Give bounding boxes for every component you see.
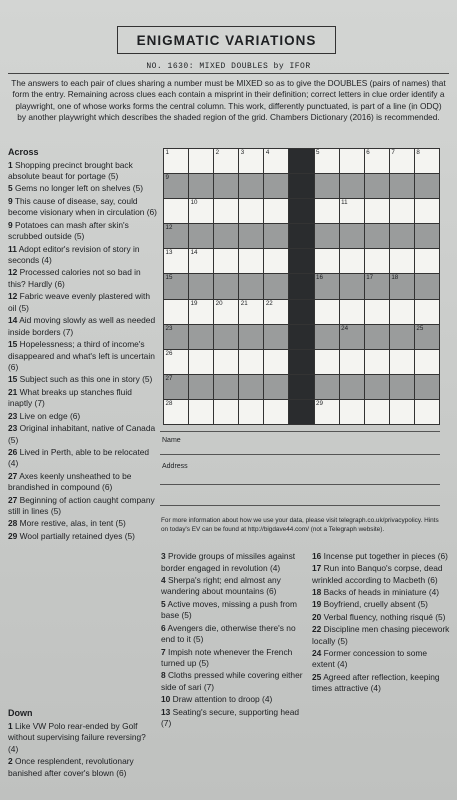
clue-number: 27 [8,494,18,505]
grid-block [289,249,313,273]
clue-item [8,291,158,314]
grid-cell[interactable] [164,300,188,324]
clue-item [161,551,309,574]
clue-text: Backs of heads in miniature (4) [321,587,440,598]
grid-cell[interactable] [214,274,238,298]
clue-number: 15 [8,374,18,385]
cell-number: 21 [240,299,248,307]
clue-item [8,518,158,530]
clue-item [8,411,158,423]
grid-cell[interactable] [390,174,414,198]
cell-number: 12 [165,224,173,232]
grid-cell[interactable] [214,249,238,273]
grid-cell[interactable] [214,375,238,399]
clue-text: Active moves, missing a push from base (5) [161,598,297,621]
clue-text: What breaks up stanches fluid inaptly (7) [8,386,132,409]
grid-cell[interactable] [315,325,339,349]
clue-text: Run into Banquo's corpse, dead wrinkled according to Macbeth (6) [312,563,443,585]
clue-number: 5 [8,183,13,194]
grid-cell[interactable] [164,174,188,198]
grid-cell[interactable] [315,249,339,273]
grid-cell[interactable] [390,375,414,399]
clue-number: 1 [8,159,13,170]
grid-cell[interactable] [390,400,414,424]
grid-cell[interactable] [340,274,364,298]
grid-block [289,199,313,223]
clue-number: 23 [8,410,18,421]
grid-cell[interactable] [390,274,414,298]
cell-number: 27 [165,374,173,382]
grid-cell[interactable] [390,224,414,248]
grid-cell[interactable] [415,375,439,399]
clue-item [312,563,452,586]
form-line [160,431,440,432]
grid-cell[interactable] [264,149,288,173]
grid-cell[interactable] [189,249,213,273]
clue-item [8,220,158,243]
clue-text: Boyfriend, cruelly absent (5) [321,599,428,610]
cell-number: 4 [265,149,270,156]
cell-number: 29 [316,399,323,407]
clue-item [8,244,158,267]
grid-cell[interactable] [214,300,238,324]
cell-number: 14 [190,249,198,257]
grid-cell[interactable] [264,325,288,349]
grid-cell[interactable] [164,149,188,173]
clue-number: 21 [8,386,18,397]
data-notice: For more information about how we use your data, please visit telegraph.co.uk/privacypolicy. Hints on today's EV can be found at http://bigdave44.com/ (not a Telegraph website). [161,517,439,533]
cell-number: 1 [165,149,169,156]
cell-number: 22 [265,299,273,307]
grid-cell[interactable] [164,400,188,424]
grid-cell[interactable] [164,350,188,374]
grid-cell[interactable] [214,149,238,173]
clue-number: 11 [8,243,17,254]
down-clues-col2 [161,551,309,730]
grid-cell[interactable] [390,249,414,273]
grid-cell[interactable] [415,274,439,298]
down-clues [8,708,158,780]
grid-cell[interactable] [239,375,263,399]
cell-number: 7 [391,149,395,156]
grid-cell[interactable] [214,350,238,374]
clue-number: 25 [312,671,322,682]
clue-text: Seating's secure, supporting head (7) [161,706,300,729]
clue-item [161,623,309,646]
clue-item [312,648,452,671]
grid-cell[interactable] [315,174,339,198]
name-label: Name [162,437,181,444]
clue-item [161,647,309,670]
grid-cell[interactable] [390,300,414,324]
address-label: Address [162,463,188,470]
clue-number: 13 [161,706,171,717]
clue-text: Aid moving slowly as well as needed inside borders (7) [8,315,156,337]
clue-item [8,471,158,494]
clue-number: 1 [8,720,13,731]
grid-cell[interactable] [365,325,389,349]
address-field-line-2[interactable] [160,505,440,506]
clue-item [312,624,452,647]
clue-item [8,315,158,338]
cell-number: 3 [240,149,245,156]
clue-text: Once resplendent, revolutionary banished after cover's blown (6) [8,756,134,778]
clue-item [8,267,158,290]
clue-text: Draw attention to droop (4) [170,694,273,705]
clue-item [161,599,309,622]
grid-cell[interactable] [239,174,263,198]
clue-number: 4 [161,574,166,585]
cell-number: 2 [215,149,220,156]
grid-cell[interactable] [315,350,339,374]
clue-item [8,531,158,543]
grid-cell[interactable] [390,325,414,349]
cell-number: 9 [165,174,169,182]
grid-cell[interactable] [264,224,288,248]
grid-cell[interactable] [189,300,213,324]
clue-number: 17 [312,563,322,574]
clue-text: Processed calories not so bad in this? Hardly (6) [8,267,141,289]
clue-text: Live on edge (6) [17,410,81,421]
clue-text: Provide groups of missiles against border engaged in revolution (4) [161,551,296,573]
grid-cell[interactable] [365,375,389,399]
grid-cell[interactable] [189,400,213,424]
clue-item [8,183,158,195]
grid-cell[interactable] [264,199,288,223]
grid-cell[interactable] [365,174,389,198]
grid-block [289,274,313,298]
cell-number: 24 [341,324,349,332]
clue-text: Subject such as this one in story (5) [17,374,153,385]
cell-number: 5 [316,149,320,156]
instructions: The answers to each pair of clues sharing a number must be MIXED so as to give the DOUBLES (pairs of names) that form the entry. Remaining across clues each contain a misprint in their definition; correct letters in clue order identify a playwright, one of whose works forms the central column. This work, differently punctuated, is part of a line (in ODQ) by another playwright which describes the shaded region of the grid. Chambers Dictionary (2016) is recommended. [11,78,446,122]
grid-cell[interactable] [340,400,364,424]
clue-item [8,721,158,756]
clue-item [8,756,158,779]
clue-number: 8 [161,670,166,681]
cell-number: 19 [190,299,198,307]
clue-number: 7 [161,646,166,657]
clue-number: 5 [161,598,166,609]
grid-cell[interactable] [365,199,389,223]
clue-number: 26 [8,446,18,457]
grid-cell[interactable] [365,400,389,424]
clue-text: Beginning of action caught company still in lines (5) [8,494,155,517]
cell-number: 17 [366,274,374,282]
grid-cell[interactable] [239,350,263,374]
clue-text: Sherpa's right; end almost any wandering about mountains (6) [161,574,281,597]
grid-cell[interactable] [340,350,364,374]
grid-cell[interactable] [365,224,389,248]
grid-cell[interactable] [365,274,389,298]
address-field-line-1[interactable] [160,484,440,485]
grid-cell[interactable] [315,224,339,248]
grid-cell[interactable] [264,350,288,374]
clue-item [8,387,158,410]
grid-block [289,325,313,349]
clue-item [161,670,309,693]
grid-block [289,400,313,424]
grid-cell[interactable] [340,325,364,349]
grid-cell[interactable] [264,249,288,273]
grid-cell[interactable] [239,400,263,424]
clue-item [8,495,158,518]
cell-number: 26 [165,349,173,357]
grid-cell[interactable] [189,199,213,223]
grid-block [289,375,313,399]
cell-number: 23 [165,324,173,332]
grid-cell[interactable] [315,274,339,298]
grid-cell[interactable] [340,174,364,198]
down-heading: Down [8,708,33,718]
grid-cell[interactable] [415,350,439,374]
grid-cell[interactable] [390,350,414,374]
grid-cell[interactable] [164,274,188,298]
clue-item [312,587,452,599]
grid-cell[interactable] [189,274,213,298]
grid-block [289,224,313,248]
grid-cell[interactable] [340,149,364,173]
grid-cell[interactable] [264,174,288,198]
grid-cell[interactable] [415,249,439,273]
grid-cell[interactable] [340,199,364,223]
clue-text: Discipline men chasing piecework locally (5) [312,624,450,646]
cell-number: 13 [165,249,173,257]
clue-number: 15 [8,339,18,349]
clue-text: Impish note whenever the French turned up (5) [161,646,293,669]
clue-text: Lived in Perth, able to be relocated (4) [8,446,150,469]
clue-number: 14 [8,315,18,326]
clue-number: 28 [8,518,18,529]
clue-text: Cloths pressed while covering either side of sari (7) [161,670,303,692]
grid-cell[interactable] [264,300,288,324]
grid-cell[interactable] [415,300,439,324]
grid-cell[interactable] [315,199,339,223]
grid-cell[interactable] [214,400,238,424]
clue-number: 16 [312,551,322,561]
clue-item [312,551,452,563]
clue-number: 2 [8,756,13,767]
name-field[interactable] [160,454,440,455]
grid-cell[interactable] [390,149,414,173]
grid-cell[interactable] [189,174,213,198]
clue-text: Axes keenly unsheathed to be brandished in compound (6) [8,470,132,493]
grid-cell[interactable] [365,249,389,273]
grid-cell[interactable] [415,174,439,198]
clue-text: Original inhabitant, native of Canada (5) [8,422,156,445]
grid-cell[interactable] [164,249,188,273]
divider [8,73,449,74]
grid-cell[interactable] [239,274,263,298]
grid-cell[interactable] [315,375,339,399]
grid-cell[interactable] [390,199,414,223]
grid-cell[interactable] [415,199,439,223]
grid-cell[interactable] [164,199,188,223]
clue-number: 12 [8,267,18,278]
cell-number: 15 [165,274,173,282]
cell-number: 18 [391,274,399,282]
grid-cell[interactable] [239,325,263,349]
clue-text: Incense put together in pieces (6) [321,551,448,561]
grid-cell[interactable] [164,375,188,399]
clue-number: 27 [8,470,18,481]
clue-item [312,599,452,611]
grid-cell[interactable] [214,199,238,223]
down-clues-col3 [312,551,452,696]
clue-item [161,707,309,730]
grid-block [289,350,313,374]
clue-item [8,423,158,446]
grid-block [289,174,313,198]
clue-number: 3 [161,551,166,561]
grid-cell[interactable] [239,249,263,273]
grid-cell[interactable] [189,224,213,248]
grid-cell[interactable] [239,199,263,223]
grid-cell[interactable] [340,249,364,273]
clue-text: Former concession to some extent (4) [312,647,427,670]
grid-block [289,149,313,173]
clue-item [8,160,158,183]
grid-cell[interactable] [315,300,339,324]
clue-number: 23 [8,422,18,433]
grid-cell[interactable] [415,224,439,248]
grid-cell[interactable] [214,224,238,248]
clue-text: Verbal fluency, nothing risqué (5) [321,611,446,622]
grid-cell[interactable] [315,400,339,424]
grid-cell[interactable] [239,224,263,248]
grid-cell[interactable] [415,400,439,424]
clue-item [8,196,158,219]
grid-cell[interactable] [264,375,288,399]
clue-number: 9 [8,219,13,230]
grid-cell[interactable] [415,325,439,349]
clue-text: Agreed after reflection, keeping times attractive (4) [312,671,440,694]
clue-number: 22 [312,624,322,634]
clue-number: 19 [312,599,322,610]
clue-text: Gems no longer left on shelves (5) [12,183,144,194]
grid-cell[interactable] [365,350,389,374]
grid-cell[interactable] [239,149,263,173]
grid-block [289,300,313,324]
cell-number: 20 [215,299,223,307]
clue-text: Fabric weave evenly plastered with oil (5) [8,291,150,313]
grid-cell[interactable] [164,325,188,349]
clue-text: Avengers die, otherwise there's no end to it (5) [161,622,296,645]
across-clues [8,147,158,543]
grid-cell[interactable] [415,149,439,173]
grid-cell[interactable] [214,325,238,349]
clue-item [312,612,452,624]
clue-number: 12 [8,291,18,302]
clue-number: 29 [8,530,18,541]
clue-item [312,672,452,695]
cell-number: 10 [190,199,198,207]
grid-cell[interactable] [340,224,364,248]
clue-number: 10 [161,694,171,705]
clue-text: Hopelessness; a third of income's disappeared and what's left is uncertain (6) [8,339,155,373]
clue-text: Shopping precinct brought back absolute beaut for portage (5) [8,159,133,182]
grid-cell[interactable] [365,300,389,324]
grid-cell[interactable] [365,149,389,173]
clue-number: 9 [8,195,13,206]
grid-cell[interactable] [264,400,288,424]
clue-item [8,447,158,470]
clue-number: 20 [312,611,322,622]
grid-cell[interactable] [189,325,213,349]
grid-cell[interactable] [164,224,188,248]
clue-item [161,694,309,706]
cell-number: 25 [416,324,424,332]
puzzle-subtitle: NO. 1630: MIXED DOUBLES by IFOR [146,62,311,71]
clue-text: This cause of disease, say, could become visionary when in circulation (6) [8,195,157,218]
crossword-grid[interactable] [163,148,440,425]
across-heading: Across [8,147,39,157]
cell-number: 16 [316,274,323,282]
grid-cell[interactable] [189,350,213,374]
clue-text: Like VW Polo rear-ended by Golf without supervising failure reversing? (4) [8,720,146,754]
clue-number: 6 [161,622,166,633]
clue-number: 18 [312,587,322,598]
grid-cell[interactable] [264,274,288,298]
clue-item [8,339,158,374]
cell-number: 8 [416,149,420,156]
puzzle-title: ENIGMATIC VARIATIONS [117,26,336,54]
clue-text: Adopt editor's revision of story in seconds (4) [8,243,140,266]
cell-number: 28 [165,399,173,407]
clue-number: 24 [312,647,322,658]
grid-cell[interactable] [340,375,364,399]
cell-number: 6 [366,149,370,156]
grid-cell[interactable] [239,300,263,324]
grid-cell[interactable] [214,174,238,198]
clue-item [161,575,309,598]
grid-cell[interactable] [189,149,213,173]
clue-text: Potatoes can mash after skin's scrubbed outside (5) [8,219,129,242]
clue-text: Wool partially retained dyes (5) [17,530,135,541]
grid-cell[interactable] [189,375,213,399]
cell-number: 11 [341,199,348,207]
clue-item [8,374,158,386]
grid-cell[interactable] [340,300,364,324]
clue-text: More restive, alas, in tent (5) [17,518,126,529]
grid-cell[interactable] [315,149,339,173]
